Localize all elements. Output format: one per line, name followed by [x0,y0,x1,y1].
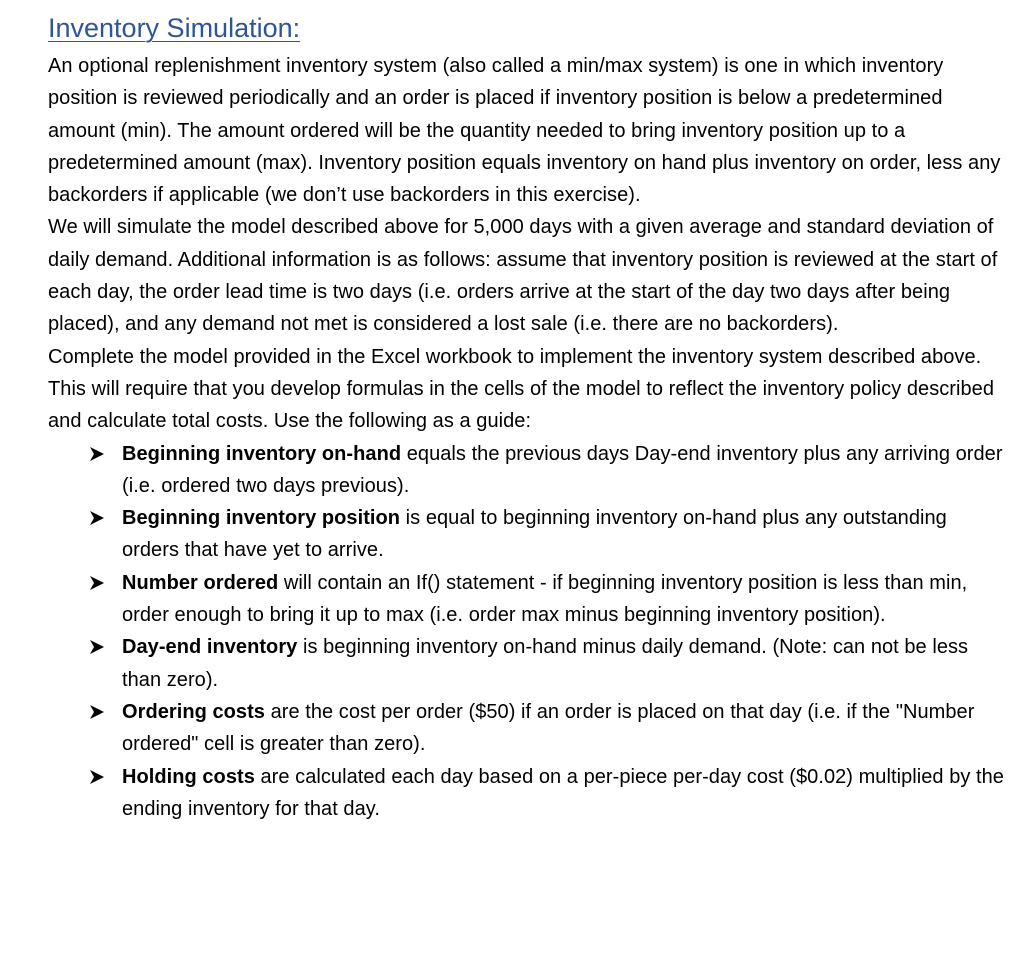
guide-term: Number ordered [122,571,279,594]
guide-term: Holding costs [122,765,255,788]
guide-text: will contain an If() statement - if beginning inventory position is less than min, order enough to bring it up to max (i.e. order max minus beginning inventory position). [122,571,968,627]
guide-text: equals the previous days Day-end inventory plus any arriving order (i.e. ordered two days previous). [122,442,1003,497]
guide-text: are calculated each day based on a per-piece per-day cost ($0.02) multiplied by the ending inventory for that day. [122,765,1004,820]
paragraph-instructions: Complete the model provided in the Excel workbook to implement the inventory system described above. This will require that you develop formulas in the cells of the model to reflect the inventory policy described and calculate total costs. Use the following as a guide: [48,345,995,433]
arrowhead-bullet-icon [86,438,108,470]
list-item [48,761,1006,826]
list-item [48,631,1006,696]
guide-term: Ordering costs [122,700,265,723]
paragraph-intro: An optional replenishment inventory system (also called a min/max system) is one in which inventory position is reviewed periodically and an order is placed if inventory position is below a predetermined amount (min). The amount ordered will be the quantity needed to bring inventory position up to a predetermined amount (max). Inventory position equals inventory on hand plus inventory on order, less any backorders if applicable (we don’t use backorders in this exercise). [48,55,1001,207]
list-item [48,502,1006,567]
guide-term: Beginning inventory position [122,507,401,530]
arrowhead-bullet-icon [86,761,108,793]
arrowhead-bullet-icon [86,631,108,663]
guide-term: Beginning inventory on-hand [122,442,402,465]
list-item [48,567,1006,632]
list-item [48,696,1006,761]
guide-text: is equal to beginning inventory on-hand plus any outstanding orders that have yet to arrive. [122,507,947,562]
paragraph-simulation: We will simulate the model described above for 5,000 days with a given average and standard deviation of daily demand. Additional information is as follows: assume that inventory position is reviewed at the start of each day, the order lead time is two days (i.e. orders arrive at the start of the day two days after being placed), and any demand not met is considered a lost sale (i.e. there are no backorders). [48,216,998,336]
arrowhead-bullet-icon [86,502,108,534]
guide-term: Day-end inventory [122,636,298,659]
guide-text: is beginning inventory on-hand minus daily demand. (Note: can not be less than zero). [122,636,969,691]
arrowhead-bullet-icon [86,567,108,599]
arrowhead-bullet-icon [86,696,108,728]
guide-text: are the cost per order ($50) if an order is placed on that day (i.e. if the "Number ordered" cell is greater than zero). [122,700,975,756]
document-title: Inventory Simulation: [48,13,301,43]
guide-list [48,438,1006,826]
list-item [48,438,1006,503]
